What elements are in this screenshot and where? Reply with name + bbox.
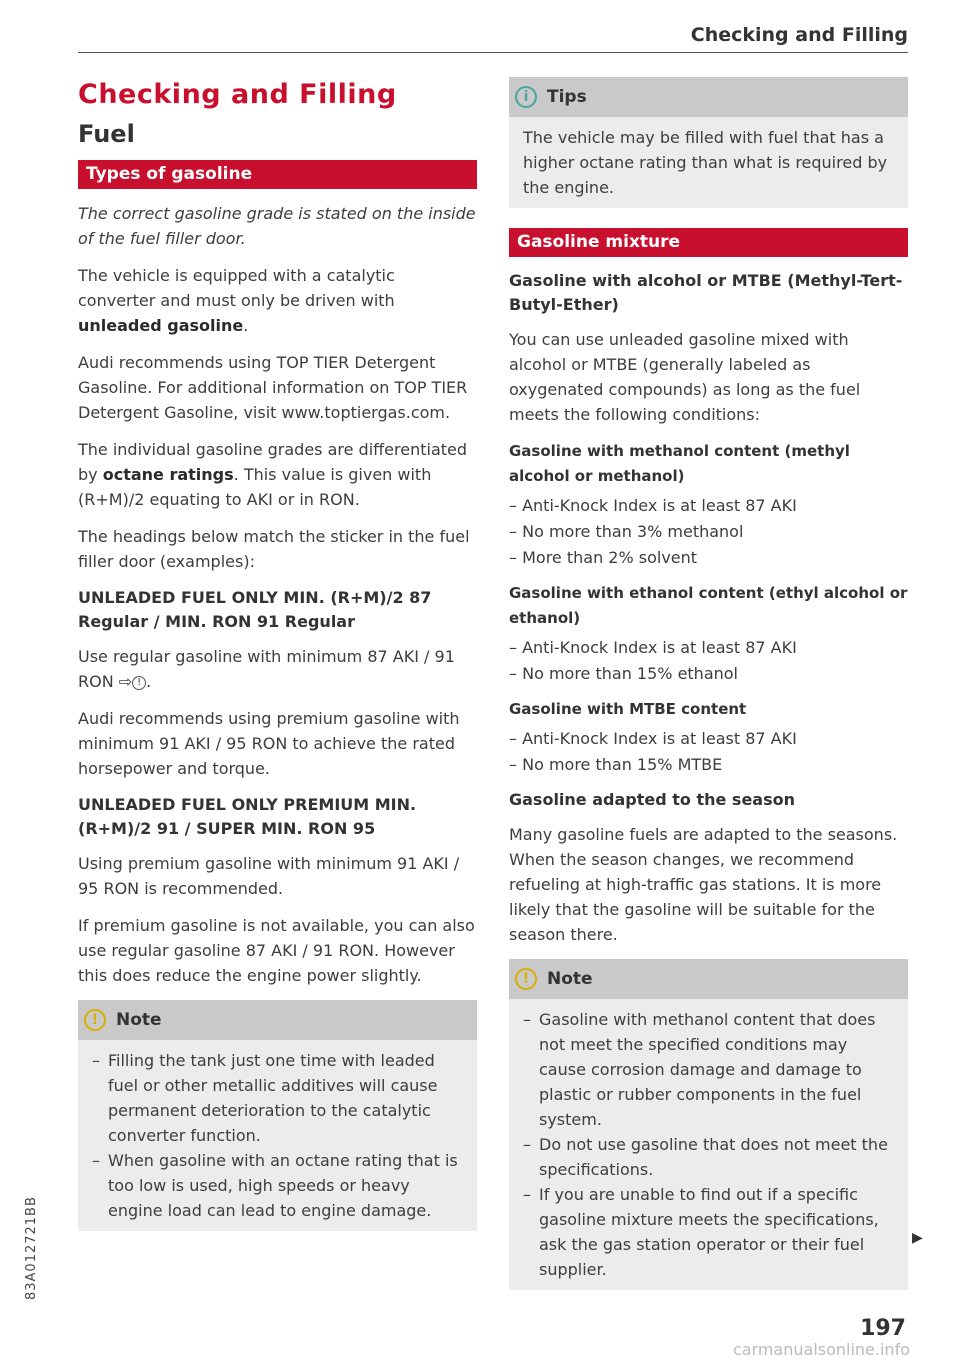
ethanol-list	[509, 635, 908, 687]
tips-label: Tips	[547, 87, 587, 107]
running-header: Checking and Filling	[690, 24, 908, 46]
chapter-title: Checking and Filling	[78, 79, 397, 110]
note-header	[78, 1000, 477, 1040]
heading-season: Gasoline adapted to the season	[509, 790, 795, 809]
mtbe-list	[509, 726, 908, 778]
paragraph-oxygenated: You can use unleaded gasoline mixed with alcohol or MTBE (generally labeled as oxygenated compounds) as long as the fuel meets the following conditions:	[509, 330, 861, 424]
watermark: carmanualsonline.info	[732, 1340, 910, 1359]
paragraph-premium: Using premium gasoline with minimum 91 AKI / 95 RON is recommended.	[78, 854, 460, 898]
paragraph-top-tier: Audi recommends using TOP TIER Detergent Gasoline. For additional information on TOP TIER Detergent Gasoline, visit www.toptiergas.com.	[78, 353, 468, 422]
paragraph-headings: The headings below match the sticker in the fuel filler door (examples):	[78, 527, 470, 571]
warning-icon: !	[132, 676, 146, 690]
info-icon: i	[515, 86, 537, 108]
paragraph-season: Many gasoline fuels are adapted to the seasons. When the season changes, we recommend refueling at high-traffic gas stations. It is more likely that the gasoline will be suitable for the season there.	[509, 825, 898, 944]
emphasis-octane: octane ratings	[102, 465, 234, 484]
continue-arrow-icon: ▶	[912, 1230, 923, 1246]
heading-mtbe: Gasoline with MTBE content	[509, 700, 747, 718]
list-item: – If you are unable to find out if a specific gasoline mixture meets the specifications, ask the gas station operator or their fuel supplier.	[523, 1185, 879, 1279]
section-title: Fuel	[78, 120, 135, 148]
note-body	[509, 999, 908, 1290]
tips-text: The vehicle may be filled with fuel that has a higher octane rating than what is required by the engine.	[523, 128, 888, 197]
note-icon: !	[84, 1009, 106, 1031]
section-bar-gasoline-mixture: Gasoline mixture	[509, 228, 908, 257]
note-label: Note	[116, 1010, 162, 1030]
note-icon: !	[515, 968, 537, 990]
list-item: – Anti-Knock Index is at least 87 AKI	[509, 496, 797, 515]
paragraph-regular: Use regular gasoline with minimum 87 AKI / 91 RON ⇨ ! .	[78, 647, 455, 691]
list-item: – Anti-Knock Index is at least 87 AKI	[509, 638, 797, 657]
tips-body	[509, 117, 908, 208]
note-box	[78, 1000, 477, 1231]
list-item: – Filling the tank just one time with leaded fuel or other metallic additives will cause permanent deterioration to the catalytic converter function.	[92, 1051, 438, 1145]
tips-box	[509, 77, 908, 208]
heading-methanol: Gasoline with methanol content (methyl alcohol or methanol)	[509, 442, 850, 485]
heading-regular: UNLEADED FUEL ONLY MIN. (R+M)/2 87 Regular / MIN. RON 91 Regular	[78, 588, 432, 631]
list-item: – Anti-Knock Index is at least 87 AKI	[509, 729, 797, 748]
document-code: 83A012721BB	[24, 1196, 39, 1300]
heading-alcohol-mtbe: Gasoline with alcohol or MTBE (Methyl-Tert-Butyl-Ether)	[509, 271, 903, 314]
list-item: – More than 2% solvent	[509, 548, 698, 567]
paragraph-regular-fallback: If premium gasoline is not available, you can also use regular gasoline 87 AKI / 91 RON. However this does reduce the engine power slightly.	[78, 916, 475, 985]
list-item: – No more than 15% MTBE	[509, 755, 723, 774]
note-box-mixture	[509, 959, 908, 1290]
list-item: – When gasoline with an octane rating that is too low is used, high speeds or heavy engine load can lead to engine damage.	[92, 1151, 458, 1220]
intro-text: The correct gasoline grade is stated on the inside of the fuel filler door.	[78, 204, 476, 248]
paragraph-premium-recommend: Audi recommends using premium gasoline with minimum 91 AKI / 95 RON to achieve the rated horsepower and torque.	[78, 709, 460, 778]
heading-ethanol: Gasoline with ethanol content (ethyl alcohol or ethanol)	[509, 584, 908, 627]
tips-header	[509, 77, 908, 117]
methanol-list	[509, 493, 908, 571]
list-item: – Gasoline with methanol content that does not meet the specified conditions may cause corrosion damage and damage to plastic or rubber components in the fuel system.	[523, 1010, 876, 1129]
left-column	[78, 70, 477, 1245]
header-divider	[78, 52, 908, 53]
cross-reference-arrow[interactable]: ⇨	[118, 672, 133, 691]
note-header	[509, 959, 908, 999]
section-bar-types-of-gasoline: Types of gasoline	[78, 160, 477, 189]
list-item: – No more than 15% ethanol	[509, 664, 738, 683]
page-number: 197	[860, 1316, 906, 1341]
paragraph-catalytic: The vehicle is equipped with a catalytic converter and must only be driven with unleaded gasoline.	[78, 266, 395, 335]
list-item: – No more than 3% methanol	[509, 522, 744, 541]
list-item: – Do not use gasoline that does not meet the specifications.	[523, 1135, 888, 1179]
emphasis-unleaded: unleaded gasoline	[78, 316, 244, 335]
heading-premium: UNLEADED FUEL ONLY PREMIUM MIN. (R+M)/2 91 / SUPER MIN. RON 95	[78, 795, 417, 838]
note-label: Note	[547, 969, 593, 989]
right-column	[509, 77, 908, 1304]
paragraph-octane: The individual gasoline grades are differentiated by octane ratings. This value is given with (R+M)/2 equating to AKI or in RON.	[78, 440, 468, 509]
note-body	[78, 1040, 477, 1231]
